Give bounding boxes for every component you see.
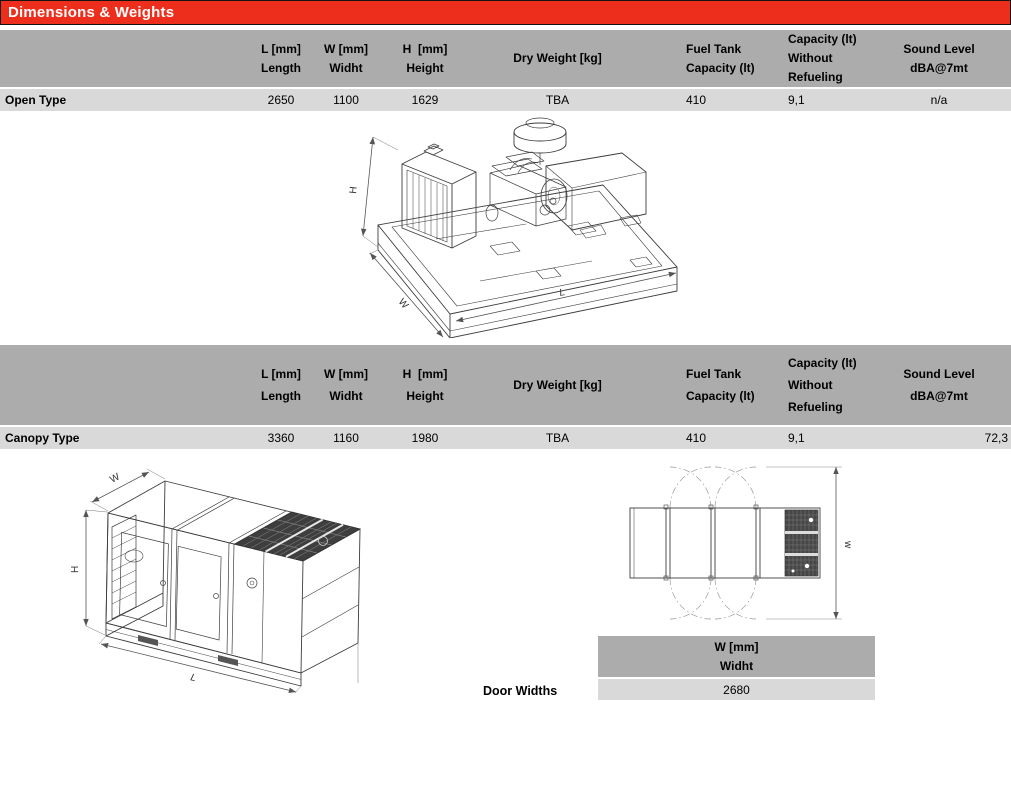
value-dry-weight: TBA — [545, 431, 570, 445]
value-capacity: 9,1 — [788, 93, 805, 107]
canopy-type-diagram — [68, 453, 398, 708]
col-header-width: W [mm] Widht — [324, 41, 368, 75]
value-fuel-tank: 410 — [686, 431, 707, 445]
section-title-bar — [0, 0, 1011, 25]
canopy-type-table-header — [0, 345, 1011, 425]
open-type-diagram — [340, 110, 690, 343]
door-widths-diagram — [618, 450, 853, 640]
value-sound-level: 72,3 — [984, 431, 1008, 445]
value-height: 1629 — [411, 93, 439, 107]
value-width: 1160 — [333, 431, 359, 445]
col-header-fuel-tank: Fuel Tank Capacity (lt) — [686, 367, 755, 403]
value-width: 1100 — [333, 93, 359, 107]
value-dry-weight: TBA — [545, 93, 570, 107]
canopy-dim-h-label: H — [70, 565, 81, 573]
value-height: 1980 — [411, 431, 439, 445]
open-dim-w-label: W — [395, 296, 411, 312]
canopy-type-table — [0, 345, 1011, 449]
row-label: Open Type — [5, 93, 67, 107]
col-header-height: H [mm] Height — [402, 41, 448, 75]
door-widths-table — [598, 636, 875, 700]
col-header-length: L [mm] Length — [261, 367, 301, 403]
canopy-type-row — [0, 425, 1011, 449]
col-header-dry-weight: Dry Weight [kg] — [513, 51, 602, 65]
canopy-dim-w-label: W — [108, 471, 122, 486]
door-col-header-line2: Widht — [719, 658, 754, 673]
value-capacity: 9,1 — [788, 431, 805, 445]
col-header-sound-level: Sound Level dBA@7mt — [903, 41, 975, 75]
open-type-row — [0, 87, 1011, 111]
door-widths-value: 2680 — [598, 677, 875, 700]
door-widths-label: Door Widths — [483, 684, 558, 698]
open-dim-h-label: H — [348, 185, 360, 195]
col-header-fuel-tank: Fuel Tank Capacity (lt) — [686, 41, 755, 75]
value-length: 2650 — [267, 93, 295, 107]
header-spacer-cell — [0, 345, 250, 425]
col-header-dry-weight: Dry Weight [kg] — [513, 378, 602, 392]
canopy-dim-l-label: L — [189, 672, 198, 685]
col-header-capacity-without-refueling: Capacity (lt) Without Refueling — [788, 32, 857, 84]
value-sound-level: n/a — [930, 93, 948, 107]
door-col-header-line1: W [mm] — [714, 639, 759, 654]
open-dim-l-label: L — [558, 287, 567, 299]
door-dim-w-label: w — [842, 541, 853, 549]
open-type-table-header — [0, 30, 1011, 87]
door-widths-table-header — [598, 636, 875, 677]
col-header-capacity-without-refueling: Capacity (lt) Without Refueling — [788, 356, 857, 414]
open-type-table — [0, 30, 1011, 111]
col-header-length: L [mm] Length — [261, 41, 301, 75]
header-spacer-cell — [0, 30, 250, 87]
value-length: 3360 — [267, 431, 295, 445]
col-header-height: H [mm] Height — [402, 367, 448, 403]
row-label: Canopy Type — [5, 431, 80, 445]
value-fuel-tank: 410 — [686, 93, 707, 107]
col-header-sound-level: Sound Level dBA@7mt — [903, 367, 975, 403]
col-header-width: W [mm] Widht — [324, 367, 368, 403]
page-title: Dimensions & Weights — [8, 4, 175, 21]
